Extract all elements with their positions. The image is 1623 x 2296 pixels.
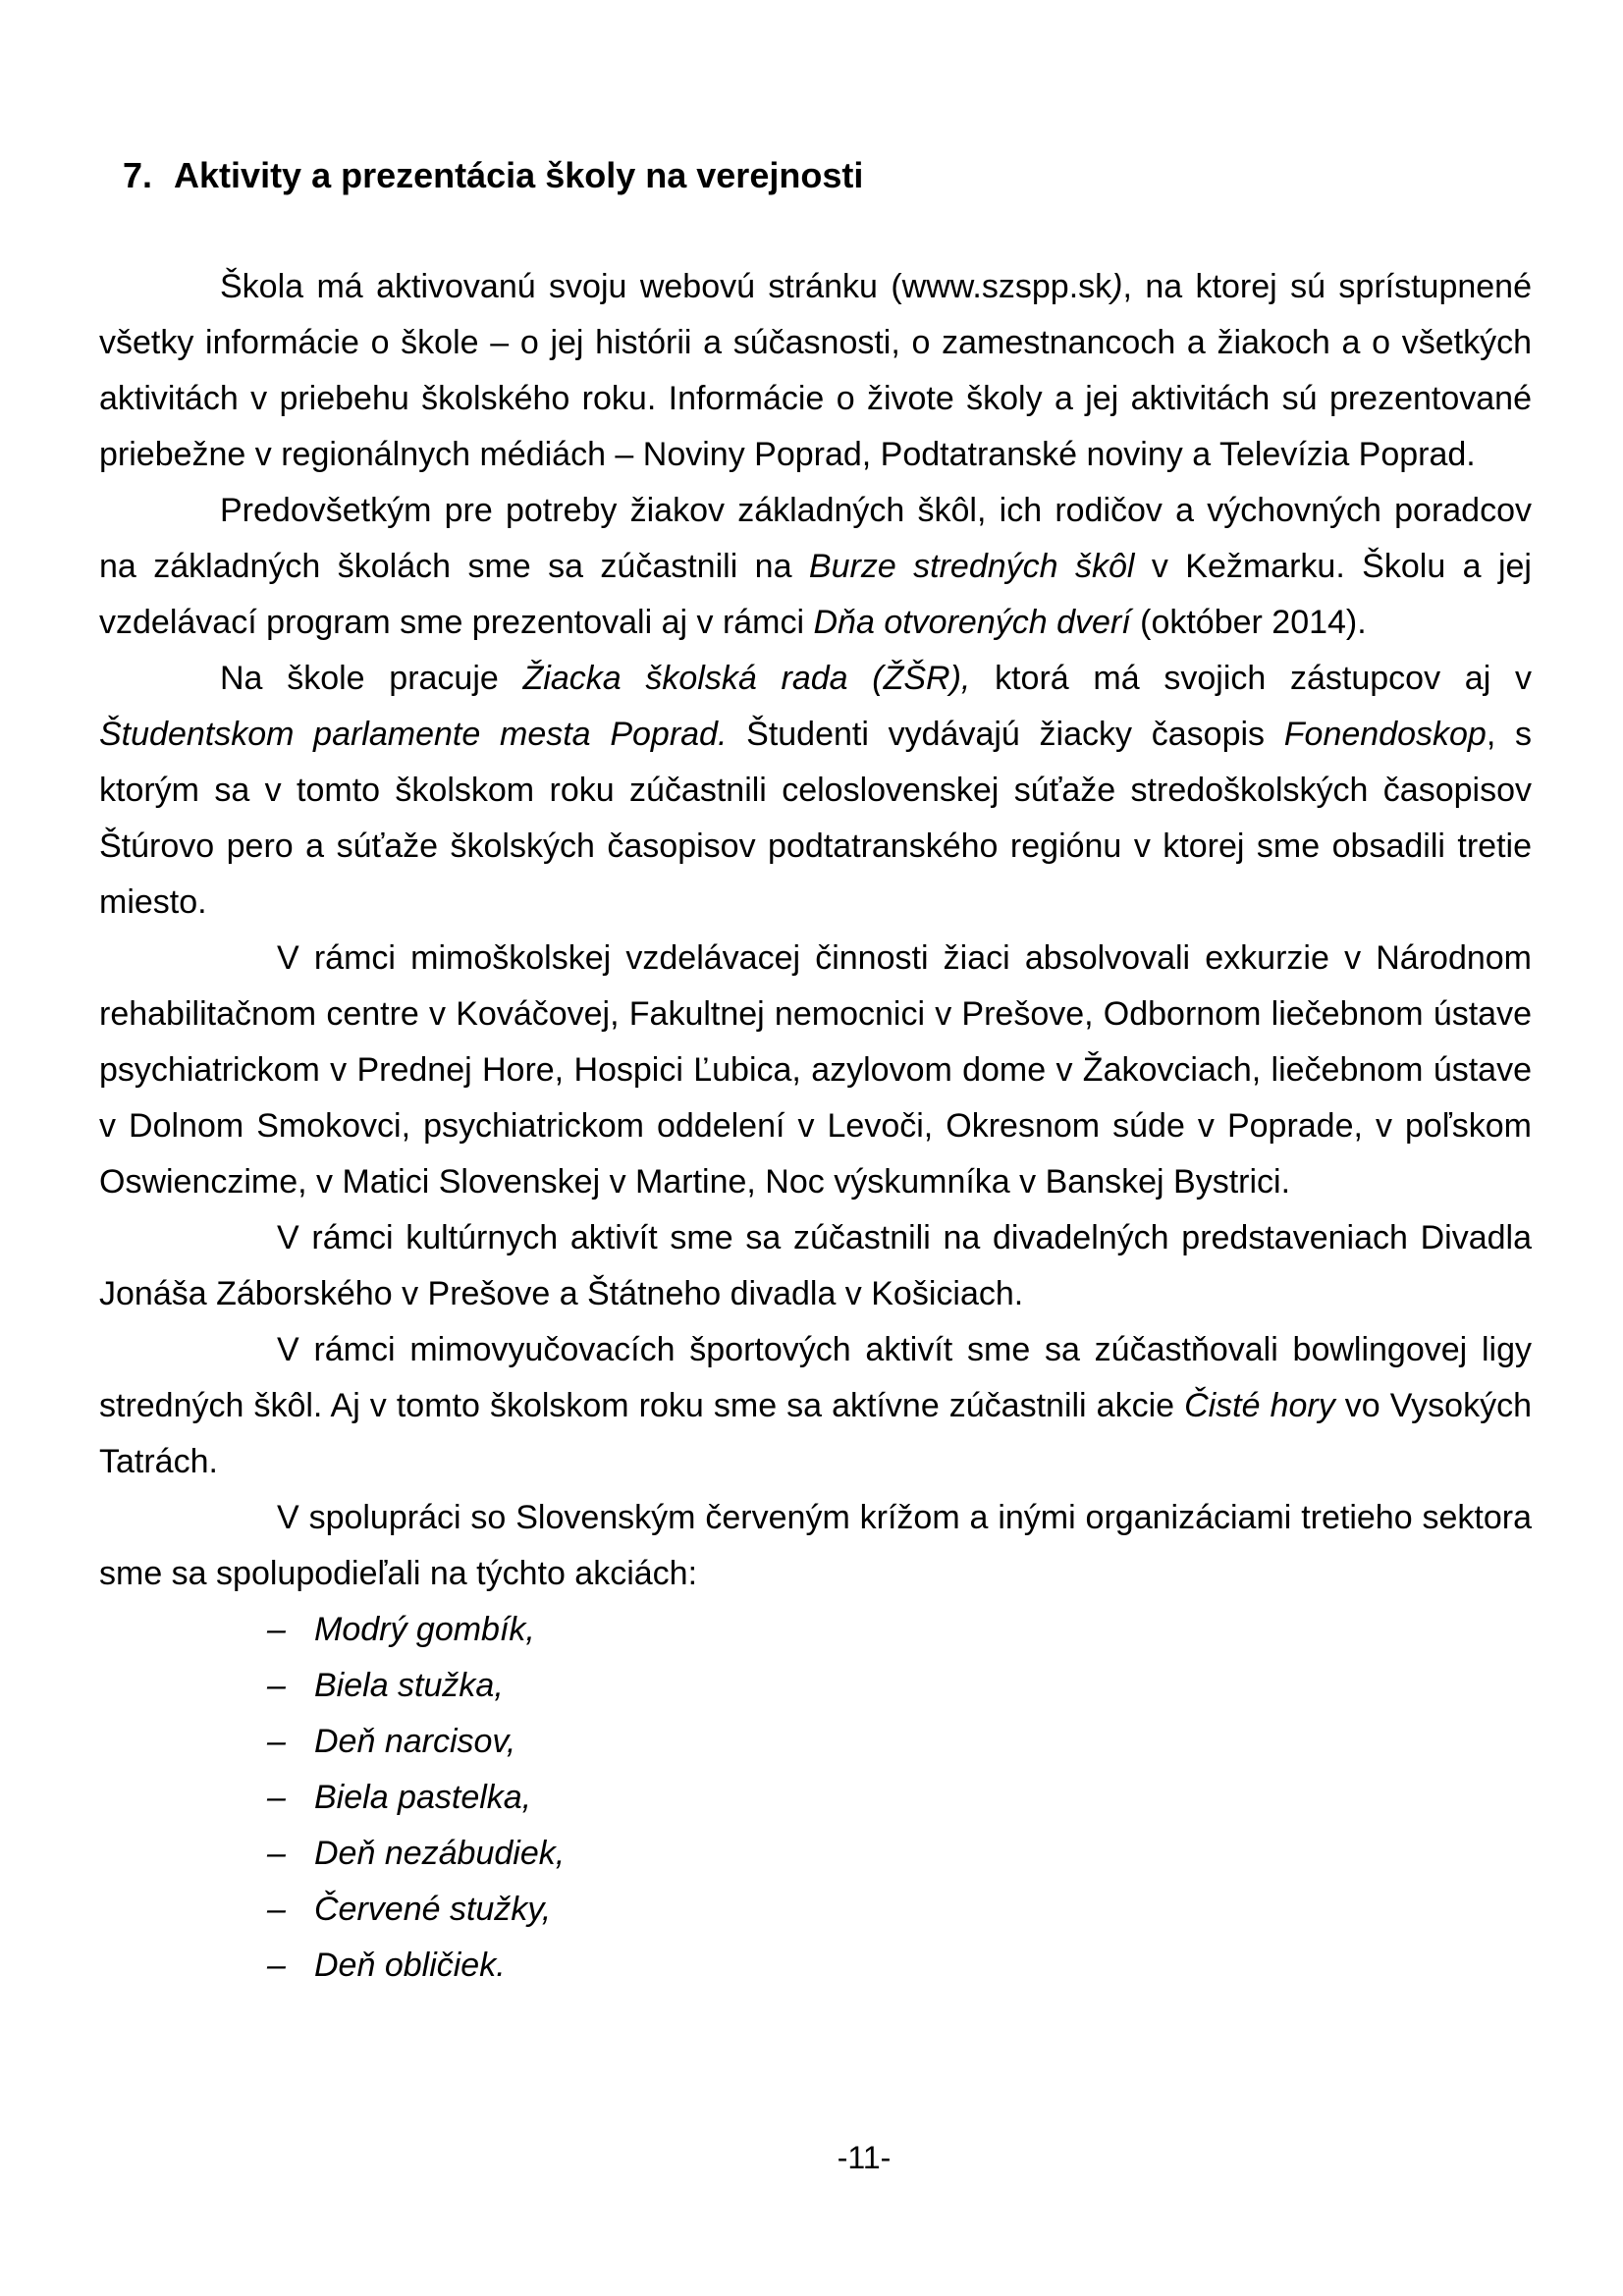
- paragraph-excursions: [99, 931, 1532, 1210]
- list-item-text: Biela stužka,: [314, 1667, 504, 1704]
- dash-bullet: –: [267, 1611, 286, 1648]
- italic-text-run: Fonendoskop: [1283, 716, 1487, 753]
- list-item: [99, 1938, 1532, 1994]
- text-run: (október 2014).: [1130, 604, 1367, 641]
- paragraph-burza: [99, 483, 1532, 651]
- list-item: [99, 1826, 1532, 1882]
- text-run: V spolupráci so Slovenským červeným krížom a inými organizáciami tretieho sektora sme sa spolupodieľali na týchto akciách:: [99, 1499, 1532, 1592]
- dash-bullet: –: [267, 1947, 286, 1984]
- italic-text-run: Burze stredných škôl: [808, 548, 1135, 585]
- dash-bullet: –: [267, 1667, 286, 1704]
- italic-text-run: ): [1111, 268, 1123, 305]
- list-item-text: Biela pastelka,: [314, 1779, 532, 1816]
- text-run: V rámci kultúrnych aktivít sme sa zúčastnili na divadelných predstaveniach Divadla Jonáša Záborského v Prešove a Štátneho divadla v Košiciach.: [99, 1219, 1532, 1312]
- paragraph-website: [99, 259, 1532, 483]
- list-item: [99, 1658, 1532, 1714]
- list-item: [99, 1602, 1532, 1658]
- heading-number: 7.: [123, 155, 153, 195]
- list-item: [99, 1770, 1532, 1826]
- text-run: Škola má aktivovanú svoju webovú stránku (www.szspp.sk: [220, 268, 1112, 305]
- italic-text-run: Žiacka školská rada (ŽŠR),: [522, 660, 971, 697]
- text-run: , na ktorej sú sprístupnené všetky informácie o škole – o jej histórii a súčasnosti, o zamestnancoch a žiakoch a o všetkých aktivitách v priebehu školského roku. Informácie o živote školy a jej aktivitách sú prezentované priebežne v regionálnych médiách – Noviny Poprad, Podtatranské noviny a Televízia Poprad.: [99, 268, 1532, 473]
- text-run: Na škole pracuje: [220, 660, 523, 697]
- list-item: [99, 1714, 1532, 1770]
- list-item-text: Deň obličiek.: [314, 1947, 506, 1984]
- text-run: v Kežmarku. Školu a jej vzdelávací program sme prezentovali aj v rámci: [99, 548, 1532, 641]
- paragraph-student-council: [99, 651, 1532, 931]
- paragraph-culture: [99, 1210, 1532, 1322]
- list-item-text: Deň narcisov,: [314, 1723, 516, 1760]
- dash-bullet: –: [267, 1891, 286, 1928]
- paragraph-red-cross: [99, 1490, 1532, 1602]
- text-run: V rámci mimoškolskej vzdelávacej činnosti žiaci absolvovali exkurzie v Národnom rehabilitačnom centre v Kováčovej, Fakultnej nemocnici v Prešove, Odbornom liečebnom ústave psychiatrickom v Prednej Hore, Hospici Ľubica, azylovom dome v Žakovciach, liečebnom ústave v Dolnom Smokovci, psychiatrickom oddelení v Levoči, Okresnom súde v Poprade, v poľskom Oswienczime, v Matici Slovenskej v Martine, Noc výskumníka v Banskej Bystrici.: [99, 939, 1532, 1201]
- dash-bullet: –: [267, 1779, 286, 1816]
- list-item: [99, 1882, 1532, 1938]
- italic-text-run: Dňa otvorených dverí: [813, 604, 1131, 641]
- heading-text: Aktivity a prezentácia školy na verejnosti: [174, 155, 864, 195]
- italic-text-run: Študentskom parlamente mesta Poprad.: [99, 716, 728, 753]
- text-run: vo Vysokých Tatrách.: [99, 1387, 1532, 1480]
- text-run: , s ktorým sa v tomto školskom roku zúčastnili celoslovenskej súťaže stredoškolských časopisov Štúrovo pero a súťaže školských časopisov podtatranského regiónu v ktorej sme obsadili tretie miesto.: [99, 716, 1532, 921]
- dash-bullet: –: [267, 1723, 286, 1760]
- dash-bullet: –: [267, 1835, 286, 1872]
- paragraph-sport: [99, 1322, 1532, 1490]
- section-heading: [99, 147, 1532, 203]
- list-item-text: Deň nezábudiek,: [314, 1835, 566, 1872]
- text-run: Predovšetkým pre potreby žiakov základných škôl, ich rodičov a výchovných poradcov na základných školách sme sa zúčastnili na: [99, 492, 1532, 585]
- text-run: ktorá má svojich zástupcov aj v: [970, 660, 1532, 697]
- list-item-text: Červené stužky,: [314, 1891, 552, 1928]
- activity-list: [99, 1602, 1532, 1994]
- list-item-text: Modrý gombík,: [314, 1611, 535, 1648]
- italic-text-run: Čisté hory: [1184, 1387, 1335, 1424]
- page-number: -11-: [837, 2140, 892, 2175]
- text-run: Študenti vydávajú žiacky časopis: [727, 716, 1284, 753]
- text-run: V rámci mimovyučovacích športových aktivít sme sa zúčastňovali bowlingovej ligy stredných škôl. Aj v tomto školskom roku sme sa aktívne zúčastnili akcie: [99, 1331, 1532, 1424]
